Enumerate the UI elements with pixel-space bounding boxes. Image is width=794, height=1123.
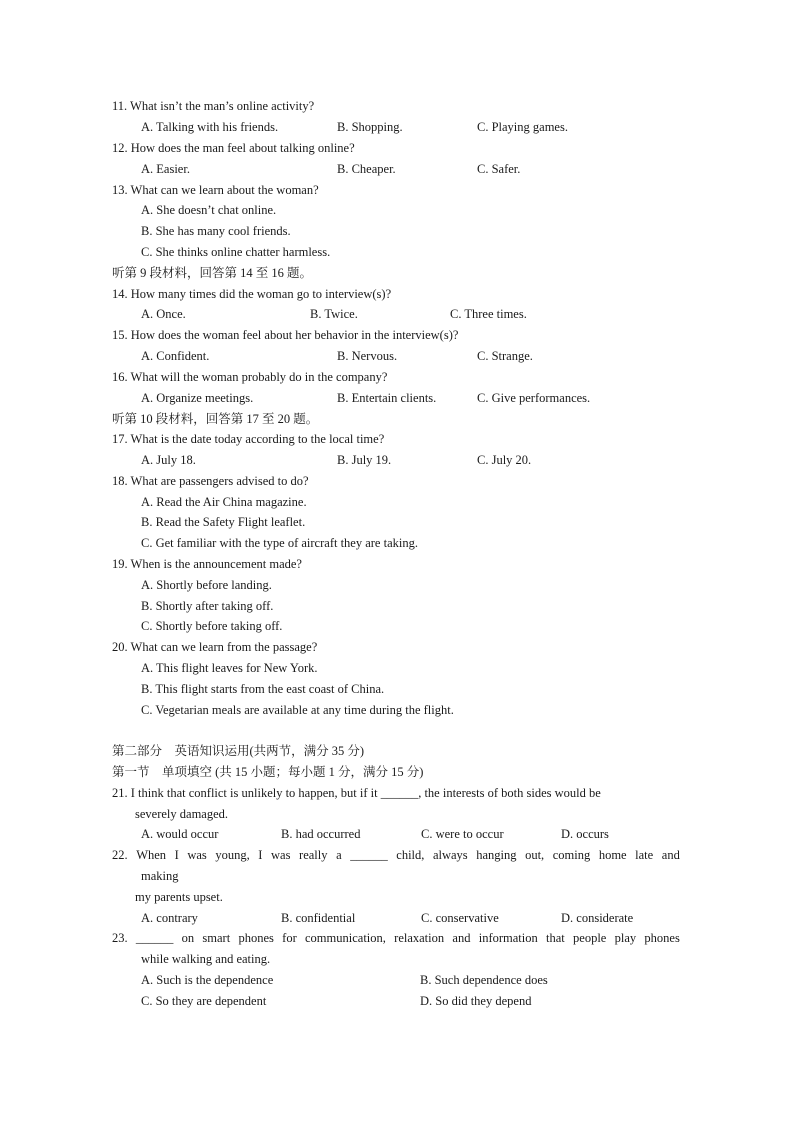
- question-11-stem: 11. What isn’t the man’s online activity?: [112, 99, 315, 113]
- question-17-option-b: B. July 19.: [337, 453, 392, 467]
- word: young,: [215, 848, 250, 862]
- question-22-option-b: B. confidential: [281, 911, 356, 925]
- word: child,: [396, 848, 425, 862]
- part-2-heading: 第二部分 英语知识运用(共两节，满分 35 分): [112, 744, 365, 758]
- question-18-option-c: C. Get familiar with the type of aircraft they are taking.: [141, 536, 418, 550]
- word: I: [258, 848, 263, 862]
- word: always: [432, 848, 468, 862]
- question-14-stem: 14. How many times did the woman go to interview(s)?: [112, 287, 392, 301]
- word: and: [661, 848, 680, 862]
- question-22-stem-line2: making: [141, 869, 179, 883]
- question-16-option-a: A. Organize meetings.: [141, 391, 254, 405]
- word: was: [271, 848, 291, 862]
- question-15-option-b: B. Nervous.: [337, 349, 398, 363]
- question-14-option-b: B. Twice.: [310, 307, 358, 321]
- question-19-option-c: C. Shortly before taking off.: [141, 619, 283, 633]
- question-15-stem: 15. How does the woman feel about her behavior in the interview(s)?: [112, 328, 459, 342]
- question-22-stem-line3: my parents upset.: [135, 890, 223, 904]
- question-13-option-a: A. She doesn’t chat online.: [141, 203, 277, 217]
- word: people: [573, 931, 607, 945]
- question-19-stem: 19. When is the announcement made?: [112, 557, 302, 571]
- question-13-option-b: B. She has many cool friends.: [141, 224, 291, 238]
- question-23-option-d: D. So did they depend: [420, 994, 532, 1008]
- section-10-instruction: 听第 10 段材料，回答第 17 至 20 题。: [112, 412, 319, 426]
- question-21-stem-line1: 21. I think that conflict is unlikely to happen, but if it ______, the interests of both sides would be: [112, 786, 601, 800]
- word: home: [598, 848, 627, 862]
- question-11-option-c: C. Playing games.: [477, 120, 568, 134]
- answer-blank: ______: [135, 931, 174, 945]
- part-2-section-1-heading: 第一节 单项填空 (共 15 小题；每小题 1 分，满分 15 分): [112, 765, 424, 779]
- question-18-stem: 18. What are passengers advised to do?: [112, 474, 309, 488]
- question-14-option-a: A. Once.: [141, 307, 186, 321]
- question-20-option-c: C. Vegetarian meals are available at any time during the flight.: [141, 703, 454, 717]
- question-13-option-c: C. She thinks online chatter harmless.: [141, 245, 331, 259]
- word: communication,: [305, 931, 386, 945]
- question-15-option-c: C. Strange.: [477, 349, 533, 363]
- question-17-option-a: A. July 18.: [141, 453, 196, 467]
- word: I: [174, 848, 179, 862]
- word: relaxation: [394, 931, 445, 945]
- question-18-option-a: A. Read the Air China magazine.: [141, 495, 307, 509]
- word: When: [136, 848, 167, 862]
- section-9-instruction: 听第 9 段材料，回答第 14 至 16 题。: [112, 266, 313, 280]
- question-23-stem-line1: [112, 930, 680, 946]
- question-21-option-a: A. would occur: [141, 827, 219, 841]
- question-16-option-c: C. Give performances.: [477, 391, 591, 405]
- answer-blank: ______: [350, 848, 388, 862]
- word: 22.: [112, 848, 128, 862]
- word: that: [546, 931, 565, 945]
- question-12-option-a: A. Easier.: [141, 162, 190, 176]
- question-13-stem: 13. What can we learn about the woman?: [112, 183, 319, 197]
- question-18-option-b: B. Read the Safety Flight leaflet.: [141, 515, 306, 529]
- question-21-stem-line2: severely damaged.: [135, 807, 229, 821]
- word: out,: [525, 848, 545, 862]
- question-16-option-b: B. Entertain clients.: [337, 391, 437, 405]
- question-23-option-a: A. Such is the dependence: [141, 973, 274, 987]
- word: information: [478, 931, 538, 945]
- word: 23.: [112, 931, 128, 945]
- question-12-option-c: C. Safer.: [477, 162, 521, 176]
- question-12-option-b: B. Cheaper.: [337, 162, 396, 176]
- question-19-option-a: A. Shortly before landing.: [141, 578, 272, 592]
- word: coming: [552, 848, 591, 862]
- word: phones: [644, 931, 680, 945]
- word: really: [299, 848, 328, 862]
- question-20-option-b: B. This flight starts from the east coast of China.: [141, 682, 385, 696]
- word: was: [187, 848, 207, 862]
- question-22-option-d: D. considerate: [561, 911, 634, 925]
- word: and: [452, 931, 471, 945]
- question-19-option-b: B. Shortly after taking off.: [141, 599, 274, 613]
- question-14-option-c: C. Three times.: [450, 307, 527, 321]
- question-16-stem: 16. What will the woman probably do in the company?: [112, 370, 388, 384]
- question-21-option-c: C. were to occur: [421, 827, 504, 841]
- question-23-option-b: B. Such dependence does: [420, 973, 548, 987]
- word: hanging: [476, 848, 517, 862]
- question-23-stem-line2: while walking and eating.: [141, 952, 271, 966]
- word: late: [635, 848, 654, 862]
- question-21-option-d: D. occurs: [561, 827, 609, 841]
- question-23-option-c: C. So they are dependent: [141, 994, 267, 1008]
- question-20-stem: 20. What can we learn from the passage?: [112, 640, 318, 654]
- question-11-option-b: B. Shopping.: [337, 120, 403, 134]
- question-15-option-a: A. Confident.: [141, 349, 210, 363]
- word: on: [181, 931, 195, 945]
- question-12-stem: 12. How does the man feel about talking online?: [112, 141, 355, 155]
- word: a: [336, 848, 342, 862]
- word: for: [282, 931, 297, 945]
- question-22-option-a: A. contrary: [141, 911, 198, 925]
- question-11-option-a: A. Talking with his friends.: [141, 120, 279, 134]
- question-21-option-b: B. had occurred: [281, 827, 361, 841]
- word: smart: [202, 931, 231, 945]
- question-17-option-c: C. July 20.: [477, 453, 532, 467]
- word: phones: [238, 931, 274, 945]
- question-17-stem: 17. What is the date today according to the local time?: [112, 432, 385, 446]
- question-22-stem-line1: [112, 847, 680, 863]
- question-20-option-a: A. This flight leaves for New York.: [141, 661, 318, 675]
- question-22-option-c: C. conservative: [421, 911, 499, 925]
- word: play: [614, 931, 637, 945]
